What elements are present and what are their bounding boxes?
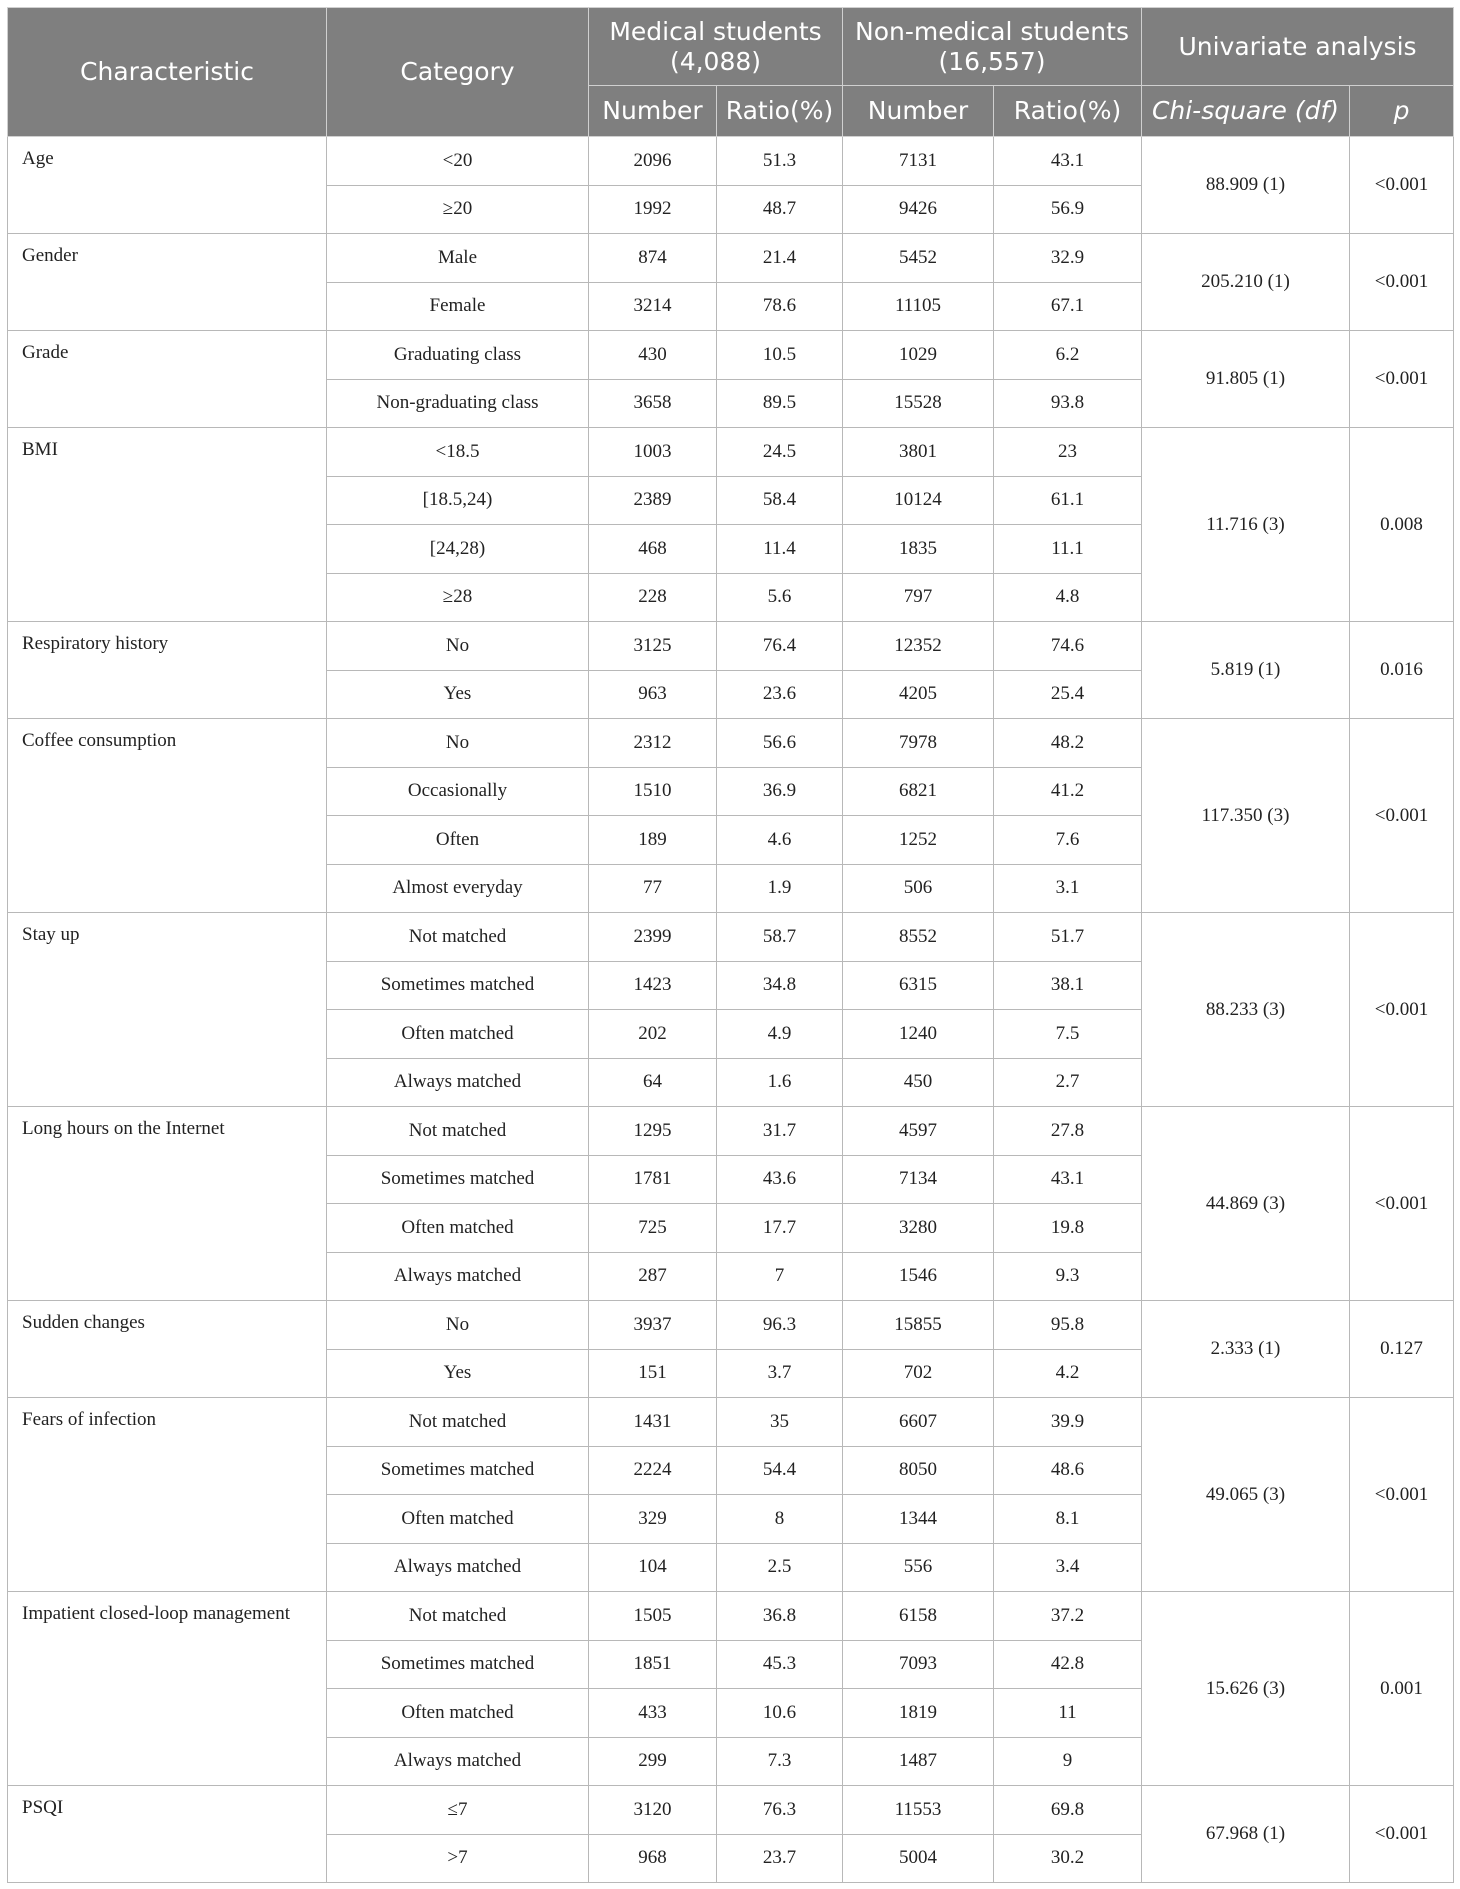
category-cell: ≤7: [327, 1786, 589, 1835]
nonmedical-number-cell: 7134: [843, 1155, 994, 1204]
category-cell: No: [327, 622, 589, 671]
nonmedical-number-cell: 7978: [843, 719, 994, 768]
characteristic-cell: Respiratory history: [8, 622, 327, 719]
nonmedical-number-cell: 10124: [843, 476, 994, 525]
category-cell: ≥20: [327, 185, 589, 234]
characteristic-cell: Coffee consumption: [8, 719, 327, 913]
category-cell: [18.5,24): [327, 476, 589, 525]
medical-number-cell: 1510: [589, 767, 717, 816]
category-cell: Female: [327, 282, 589, 331]
table-row: [8, 1592, 1454, 1641]
category-cell: Always matched: [327, 1737, 589, 1786]
medical-number-cell: 202: [589, 1010, 717, 1059]
nonmedical-number-cell: 1835: [843, 525, 994, 574]
nonmedical-ratio-cell: 6.2: [994, 331, 1142, 380]
p-value-cell: 0.001: [1350, 1592, 1454, 1786]
nonmedical-number-cell: 4205: [843, 670, 994, 719]
nonmedical-number-cell: 450: [843, 1058, 994, 1107]
medical-number-cell: 329: [589, 1495, 717, 1544]
category-cell: Sometimes matched: [327, 1155, 589, 1204]
medical-number-cell: 725: [589, 1204, 717, 1253]
nonmedical-ratio-cell: 37.2: [994, 1592, 1142, 1641]
nonmedical-ratio-cell: 39.9: [994, 1398, 1142, 1447]
medical-number-cell: 189: [589, 816, 717, 865]
medical-ratio-cell: 58.7: [717, 913, 843, 962]
characteristic-cell: PSQI: [8, 1786, 327, 1883]
chi-square-cell: 88.233 (3): [1142, 913, 1350, 1107]
chi-square-cell: 11.716 (3): [1142, 428, 1350, 622]
nonmedical-number-cell: 15855: [843, 1301, 994, 1350]
medical-number-cell: 963: [589, 670, 717, 719]
nonmedical-ratio-cell: 43.1: [994, 137, 1142, 186]
medical-ratio-cell: 17.7: [717, 1204, 843, 1253]
category-cell: Often matched: [327, 1010, 589, 1059]
category-cell: <18.5: [327, 428, 589, 477]
nonmedical-number-cell: 1240: [843, 1010, 994, 1059]
nonmedical-number-cell: 6158: [843, 1592, 994, 1641]
category-cell: Sometimes matched: [327, 961, 589, 1010]
category-cell: Non-graduating class: [327, 379, 589, 428]
medical-ratio-cell: 7.3: [717, 1737, 843, 1786]
medical-ratio-cell: 76.4: [717, 622, 843, 671]
medical-ratio-cell: 10.6: [717, 1689, 843, 1738]
chi-square-cell: 88.909 (1): [1142, 137, 1350, 234]
category-cell: Yes: [327, 670, 589, 719]
medical-ratio-cell: 8: [717, 1495, 843, 1544]
medical-number-cell: 1851: [589, 1640, 717, 1689]
medical-ratio-cell: 96.3: [717, 1301, 843, 1350]
medical-ratio-cell: 4.6: [717, 816, 843, 865]
nonmedical-number-cell: 11105: [843, 282, 994, 331]
medical-number-cell: 1505: [589, 1592, 717, 1641]
nonmedical-number-cell: 506: [843, 864, 994, 913]
medical-ratio-cell: 56.6: [717, 719, 843, 768]
nonmedical-ratio-cell: 69.8: [994, 1786, 1142, 1835]
table-row: [8, 234, 1454, 283]
data-table: [7, 7, 1454, 1883]
header-characteristic: Characteristic: [8, 8, 327, 137]
nonmedical-number-cell: 8552: [843, 913, 994, 962]
category-cell: Occasionally: [327, 767, 589, 816]
header-nonmedical-ratio: Ratio(%): [994, 86, 1142, 137]
nonmedical-number-cell: 11553: [843, 1786, 994, 1835]
nonmedical-ratio-cell: 11: [994, 1689, 1142, 1738]
medical-ratio-cell: 31.7: [717, 1107, 843, 1156]
medical-number-cell: 2399: [589, 913, 717, 962]
nonmedical-ratio-cell: 48.6: [994, 1446, 1142, 1495]
nonmedical-ratio-cell: 7.6: [994, 816, 1142, 865]
chi-square-cell: 49.065 (3): [1142, 1398, 1350, 1592]
category-cell: Often matched: [327, 1204, 589, 1253]
header-univariate-analysis: Univariate analysis: [1142, 8, 1454, 86]
nonmedical-number-cell: 4597: [843, 1107, 994, 1156]
nonmedical-ratio-cell: 25.4: [994, 670, 1142, 719]
header-chi-square: Chi-square (df): [1142, 86, 1350, 137]
nonmedical-ratio-cell: 41.2: [994, 767, 1142, 816]
nonmedical-ratio-cell: 23: [994, 428, 1142, 477]
medical-number-cell: 1431: [589, 1398, 717, 1447]
characteristic-cell: Age: [8, 137, 327, 234]
medical-ratio-cell: 4.9: [717, 1010, 843, 1059]
category-cell: Always matched: [327, 1058, 589, 1107]
nonmedical-ratio-cell: 7.5: [994, 1010, 1142, 1059]
medical-ratio-cell: 2.5: [717, 1543, 843, 1592]
p-value-cell: <0.001: [1350, 1786, 1454, 1883]
medical-number-cell: 3125: [589, 622, 717, 671]
category-cell: Sometimes matched: [327, 1446, 589, 1495]
chi-square-cell: 2.333 (1): [1142, 1301, 1350, 1398]
nonmedical-ratio-cell: 43.1: [994, 1155, 1142, 1204]
medical-ratio-cell: 78.6: [717, 282, 843, 331]
category-cell: ≥28: [327, 573, 589, 622]
header-medical-ratio: Ratio(%): [717, 86, 843, 137]
medical-ratio-cell: 23.6: [717, 670, 843, 719]
p-value-cell: <0.001: [1350, 719, 1454, 913]
category-cell: Graduating class: [327, 331, 589, 380]
medical-number-cell: 287: [589, 1252, 717, 1301]
medical-number-cell: 433: [589, 1689, 717, 1738]
nonmedical-ratio-cell: 9: [994, 1737, 1142, 1786]
category-cell: Always matched: [327, 1252, 589, 1301]
p-value-cell: <0.001: [1350, 1107, 1454, 1301]
header-category: Category: [327, 8, 589, 137]
table-row: [8, 1107, 1454, 1156]
p-value-cell: <0.001: [1350, 913, 1454, 1107]
medical-ratio-cell: 3.7: [717, 1349, 843, 1398]
medical-number-cell: 1781: [589, 1155, 717, 1204]
table-row: [8, 137, 1454, 186]
medical-ratio-cell: 7: [717, 1252, 843, 1301]
category-cell: Often matched: [327, 1495, 589, 1544]
category-cell: Not matched: [327, 1398, 589, 1447]
medical-number-cell: 1295: [589, 1107, 717, 1156]
table-row: [8, 1301, 1454, 1350]
header-nonmedical-number: Number: [843, 86, 994, 137]
nonmedical-number-cell: 5452: [843, 234, 994, 283]
medical-number-cell: 299: [589, 1737, 717, 1786]
medical-ratio-cell: 89.5: [717, 379, 843, 428]
nonmedical-number-cell: 6315: [843, 961, 994, 1010]
chi-square-cell: 15.626 (3): [1142, 1592, 1350, 1786]
medical-ratio-cell: 54.4: [717, 1446, 843, 1495]
medical-ratio-cell: 43.6: [717, 1155, 843, 1204]
p-value-cell: <0.001: [1350, 1398, 1454, 1592]
medical-number-cell: 874: [589, 234, 717, 283]
medical-number-cell: 1423: [589, 961, 717, 1010]
nonmedical-ratio-cell: 4.2: [994, 1349, 1142, 1398]
table-body: [8, 137, 1454, 1883]
p-value-cell: <0.001: [1350, 331, 1454, 428]
nonmedical-number-cell: 8050: [843, 1446, 994, 1495]
nonmedical-ratio-cell: 67.1: [994, 282, 1142, 331]
nonmedical-number-cell: 3280: [843, 1204, 994, 1253]
p-value-cell: <0.001: [1350, 234, 1454, 331]
nonmedical-number-cell: 15528: [843, 379, 994, 428]
nonmedical-number-cell: 12352: [843, 622, 994, 671]
nonmedical-number-cell: 5004: [843, 1834, 994, 1883]
medical-number-cell: 228: [589, 573, 717, 622]
nonmedical-number-cell: 1029: [843, 331, 994, 380]
category-cell: Often: [327, 816, 589, 865]
characteristic-cell: Sudden changes: [8, 1301, 327, 1398]
chi-square-cell: 5.819 (1): [1142, 622, 1350, 719]
characteristic-cell: Impatient closed-loop management: [8, 1592, 327, 1786]
p-value-cell: 0.008: [1350, 428, 1454, 622]
table-row: [8, 622, 1454, 671]
nonmedical-number-cell: 6821: [843, 767, 994, 816]
category-cell: >7: [327, 1834, 589, 1883]
header-non-medical-students: Non-medical students (16,557): [843, 8, 1142, 86]
nonmedical-number-cell: 702: [843, 1349, 994, 1398]
medical-number-cell: 3937: [589, 1301, 717, 1350]
category-cell: Male: [327, 234, 589, 283]
category-cell: No: [327, 719, 589, 768]
table-row: [8, 331, 1454, 380]
nonmedical-number-cell: 1546: [843, 1252, 994, 1301]
header-p-value: p: [1350, 86, 1454, 137]
nonmedical-ratio-cell: 11.1: [994, 525, 1142, 574]
category-cell: Always matched: [327, 1543, 589, 1592]
medical-ratio-cell: 5.6: [717, 573, 843, 622]
nonmedical-ratio-cell: 42.8: [994, 1640, 1142, 1689]
category-cell: No: [327, 1301, 589, 1350]
nonmedical-ratio-cell: 3.1: [994, 864, 1142, 913]
nonmedical-ratio-cell: 74.6: [994, 622, 1142, 671]
nonmedical-number-cell: 6607: [843, 1398, 994, 1447]
table-row: [8, 1786, 1454, 1835]
medical-number-cell: 2312: [589, 719, 717, 768]
category-cell: Not matched: [327, 913, 589, 962]
medical-ratio-cell: 76.3: [717, 1786, 843, 1835]
medical-number-cell: 2096: [589, 137, 717, 186]
table-header: [8, 8, 1454, 137]
medical-number-cell: 3658: [589, 379, 717, 428]
medical-ratio-cell: 21.4: [717, 234, 843, 283]
nonmedical-ratio-cell: 32.9: [994, 234, 1142, 283]
chi-square-cell: 117.350 (3): [1142, 719, 1350, 913]
characteristic-cell: BMI: [8, 428, 327, 622]
nonmedical-number-cell: 556: [843, 1543, 994, 1592]
nonmedical-number-cell: 797: [843, 573, 994, 622]
nonmedical-number-cell: 3801: [843, 428, 994, 477]
medical-number-cell: 3120: [589, 1786, 717, 1835]
nonmedical-number-cell: 1344: [843, 1495, 994, 1544]
category-cell: Not matched: [327, 1107, 589, 1156]
chi-square-cell: 44.869 (3): [1142, 1107, 1350, 1301]
medical-ratio-cell: 35: [717, 1398, 843, 1447]
medical-number-cell: 1992: [589, 185, 717, 234]
category-cell: Not matched: [327, 1592, 589, 1641]
medical-ratio-cell: 1.9: [717, 864, 843, 913]
nonmedical-number-cell: 7093: [843, 1640, 994, 1689]
category-cell: Sometimes matched: [327, 1640, 589, 1689]
nonmedical-ratio-cell: 51.7: [994, 913, 1142, 962]
category-cell: <20: [327, 137, 589, 186]
medical-ratio-cell: 36.9: [717, 767, 843, 816]
medical-number-cell: 77: [589, 864, 717, 913]
medical-ratio-cell: 45.3: [717, 1640, 843, 1689]
medical-ratio-cell: 36.8: [717, 1592, 843, 1641]
nonmedical-ratio-cell: 19.8: [994, 1204, 1142, 1253]
medical-ratio-cell: 10.5: [717, 331, 843, 380]
medical-ratio-cell: 48.7: [717, 185, 843, 234]
characteristic-cell: Long hours on the Internet: [8, 1107, 327, 1301]
nonmedical-ratio-cell: 56.9: [994, 185, 1142, 234]
medical-number-cell: 3214: [589, 282, 717, 331]
medical-ratio-cell: 1.6: [717, 1058, 843, 1107]
medical-ratio-cell: 23.7: [717, 1834, 843, 1883]
medical-number-cell: 2389: [589, 476, 717, 525]
nonmedical-number-cell: 9426: [843, 185, 994, 234]
table-row: [8, 1398, 1454, 1447]
characteristic-cell: Stay up: [8, 913, 327, 1107]
medical-number-cell: 968: [589, 1834, 717, 1883]
category-cell: Almost everyday: [327, 864, 589, 913]
medical-ratio-cell: 51.3: [717, 137, 843, 186]
medical-number-cell: 64: [589, 1058, 717, 1107]
medical-number-cell: 468: [589, 525, 717, 574]
nonmedical-ratio-cell: 95.8: [994, 1301, 1142, 1350]
nonmedical-ratio-cell: 30.2: [994, 1834, 1142, 1883]
nonmedical-ratio-cell: 93.8: [994, 379, 1142, 428]
nonmedical-number-cell: 7131: [843, 137, 994, 186]
medical-number-cell: 430: [589, 331, 717, 380]
nonmedical-ratio-cell: 48.2: [994, 719, 1142, 768]
nonmedical-ratio-cell: 2.7: [994, 1058, 1142, 1107]
chi-square-cell: 91.805 (1): [1142, 331, 1350, 428]
category-cell: Yes: [327, 1349, 589, 1398]
medical-number-cell: 1003: [589, 428, 717, 477]
medical-ratio-cell: 58.4: [717, 476, 843, 525]
nonmedical-ratio-cell: 61.1: [994, 476, 1142, 525]
p-value-cell: <0.001: [1350, 137, 1454, 234]
table-row: [8, 913, 1454, 962]
medical-number-cell: 151: [589, 1349, 717, 1398]
p-value-cell: 0.127: [1350, 1301, 1454, 1398]
nonmedical-ratio-cell: 27.8: [994, 1107, 1142, 1156]
nonmedical-ratio-cell: 9.3: [994, 1252, 1142, 1301]
chi-square-cell: 205.210 (1): [1142, 234, 1350, 331]
table-row: [8, 428, 1454, 477]
category-cell: Often matched: [327, 1689, 589, 1738]
medical-number-cell: 2224: [589, 1446, 717, 1495]
characteristic-cell: Fears of infection: [8, 1398, 327, 1592]
nonmedical-number-cell: 1252: [843, 816, 994, 865]
p-value-cell: 0.016: [1350, 622, 1454, 719]
characteristic-cell: Gender: [8, 234, 327, 331]
nonmedical-ratio-cell: 4.8: [994, 573, 1142, 622]
medical-ratio-cell: 34.8: [717, 961, 843, 1010]
characteristic-cell: Grade: [8, 331, 327, 428]
medical-ratio-cell: 24.5: [717, 428, 843, 477]
table-row: [8, 719, 1454, 768]
nonmedical-ratio-cell: 8.1: [994, 1495, 1142, 1544]
nonmedical-number-cell: 1487: [843, 1737, 994, 1786]
nonmedical-ratio-cell: 38.1: [994, 961, 1142, 1010]
header-medical-students: Medical students (4,088): [589, 8, 843, 86]
nonmedical-number-cell: 1819: [843, 1689, 994, 1738]
chi-square-cell: 67.968 (1): [1142, 1786, 1350, 1883]
header-medical-number: Number: [589, 86, 717, 137]
medical-number-cell: 104: [589, 1543, 717, 1592]
category-cell: [24,28): [327, 525, 589, 574]
medical-ratio-cell: 11.4: [717, 525, 843, 574]
nonmedical-ratio-cell: 3.4: [994, 1543, 1142, 1592]
